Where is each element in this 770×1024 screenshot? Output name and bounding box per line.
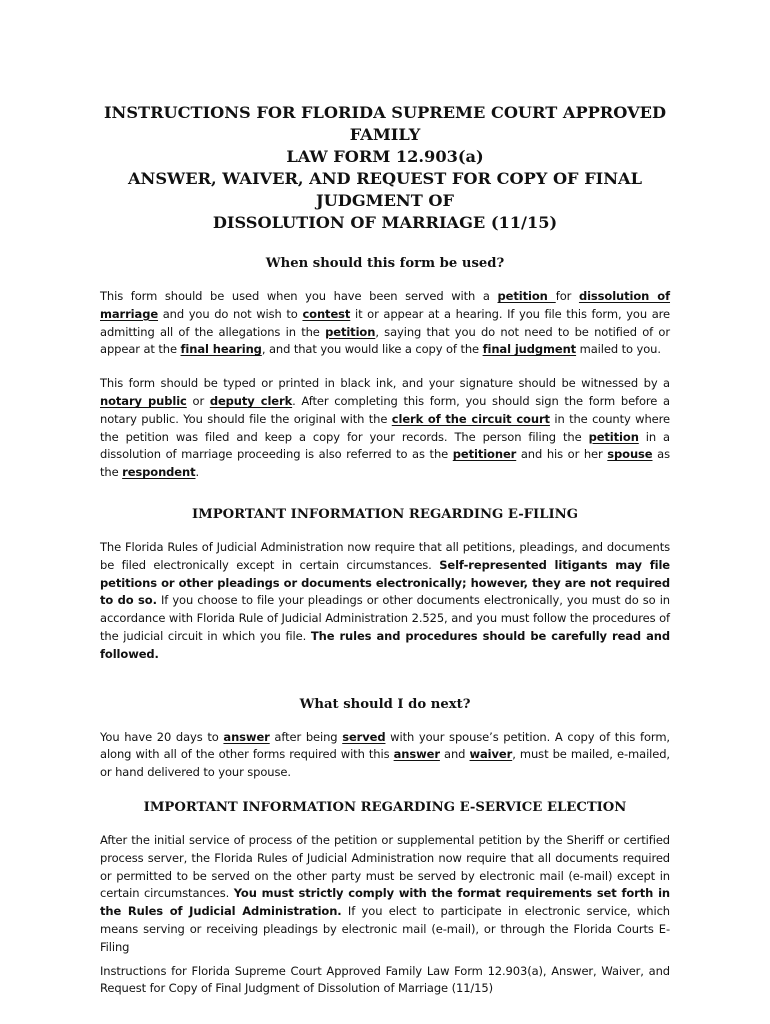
body-text: and you do not wish to — [158, 306, 303, 321]
page-footer: Instructions for Florida Supreme Court Approved Family Law Form 12.903(a), Answer, Waiver, and Request for Copy of Final Judgment of Dissolution of Marriage (11/15) — [100, 963, 670, 996]
body-text: . — [195, 465, 200, 480]
body-text: mailed to you. — [576, 342, 661, 357]
section-heading-when-used: When should this form be used? — [265, 256, 505, 271]
body-text: This form should be used when you have been served with a — [100, 289, 498, 303]
defined-term-link: petition — [497, 289, 556, 303]
emphasis-text: Self-represented litigants may file petitions or other pleadings or documents electronically; however, they are not required to do so. — [100, 557, 670, 608]
defined-term-link: petitioner — [452, 447, 517, 462]
paragraph-when-used — [100, 288, 670, 359]
body-text: , and that you would like a copy of the — [261, 342, 483, 357]
body-text: or — [186, 393, 210, 408]
body-text: , saying that you do not need to be notified of or appear at the — [100, 324, 670, 357]
body-text: If you elect to participate in electronic service, which means serving or receiving pleadings by electronic mail (e-mail), or through the Florida Courts E-Filing — [100, 904, 670, 954]
defined-term-link: clerk of the circuit court — [391, 411, 550, 426]
defined-term-link: served — [342, 729, 386, 744]
body-text: and his or her — [516, 447, 608, 462]
section-heading-e-filing: IMPORTANT INFORMATION REGARDING E-FILING — [192, 506, 578, 522]
title-line-3: ANSWER, WAIVER, AND REQUEST FOR COPY OF FINAL JUDGMENT OF — [128, 169, 642, 210]
paragraph-e-filing — [100, 539, 670, 664]
section-heading-next-steps: What should I do next? — [299, 696, 471, 712]
title-line-2: LAW FORM 12.903(a) — [286, 147, 484, 166]
body-text: . After completing this form, you should sign the form before a notary public. You should file the original with the — [100, 393, 670, 426]
paragraph-signing-filing — [100, 375, 670, 482]
defined-term-link: final judgment — [482, 342, 577, 357]
body-text: after being — [269, 729, 343, 744]
body-text: with your spouse’s petition. A copy of this form, along with all of the other forms required with this — [100, 729, 670, 762]
title-line-1: INSTRUCTIONS FOR FLORIDA SUPREME COURT APPROVED FAMILY — [103, 103, 667, 144]
body-text: After the initial service of process of the petition or supplemental petition by the Sheriff or certified process server, the Florida Rules of Judicial Administration now require that all documents required or permitted to be served on the other party must be served by electronic mail (e-mail) except in certain circumstances. — [100, 832, 670, 901]
body-text: The Florida Rules of Judicial Administration now require that all petitions, pleadings, and documents be filed electronically except in certain circumstances. — [100, 539, 670, 572]
paragraph-next-steps — [100, 729, 670, 782]
body-text: in the county where the petition was filed and keep a copy for your records. The person filing the — [100, 411, 670, 444]
body-text: and — [439, 747, 470, 762]
defined-term-link: deputy clerk — [209, 393, 293, 408]
defined-term-link: spouse — [607, 447, 653, 462]
body-text: in a dissolution of marriage proceeding is also referred to as the — [100, 429, 671, 462]
defined-term-link: waiver — [469, 747, 513, 762]
defined-term-link: contest — [302, 306, 351, 321]
defined-term-link: petition — [325, 324, 376, 339]
defined-term-link: notary public — [100, 393, 187, 408]
body-text: If you choose to file your pleadings or other documents electronically, you must do so in accordance with Florida Rule of Judicial Administration 2.525, and you must follow the procedures of the judicial circuit in which you file. — [100, 593, 670, 643]
title-line-4: DISSOLUTION OF MARRIAGE (11/15) — [212, 213, 558, 232]
defined-term-link: answer — [223, 729, 270, 744]
defined-term-link: dissolution of marriage — [100, 289, 671, 321]
body-text: it or appear at a hearing. If you file this form, you are admitting all of the allegations in the — [100, 306, 670, 339]
emphasis-text: The rules and procedures should be carefully read and followed. — [100, 628, 670, 661]
defined-term-link: petition — [588, 429, 639, 444]
body-text: You have 20 days to — [100, 729, 224, 744]
body-text: This form should be typed or printed in black ink, and your signature should be witnessed by a — [100, 376, 670, 391]
defined-term-link: answer — [393, 747, 440, 762]
defined-term-link: final hearing — [180, 342, 262, 357]
document-title — [100, 102, 670, 234]
body-text: as the — [100, 447, 670, 480]
body-text: , must be mailed, e-mailed, or hand delivered to your spouse. — [100, 747, 670, 780]
body-text: for — [555, 289, 579, 303]
emphasis-text: You must strictly comply with the format requirements set forth in the Rules of Judicial Administration. — [100, 886, 670, 919]
defined-term-link: respondent — [122, 465, 196, 480]
paragraph-e-service — [100, 832, 670, 957]
section-heading-e-service: IMPORTANT INFORMATION REGARDING E-SERVICE ELECTION — [143, 799, 627, 815]
